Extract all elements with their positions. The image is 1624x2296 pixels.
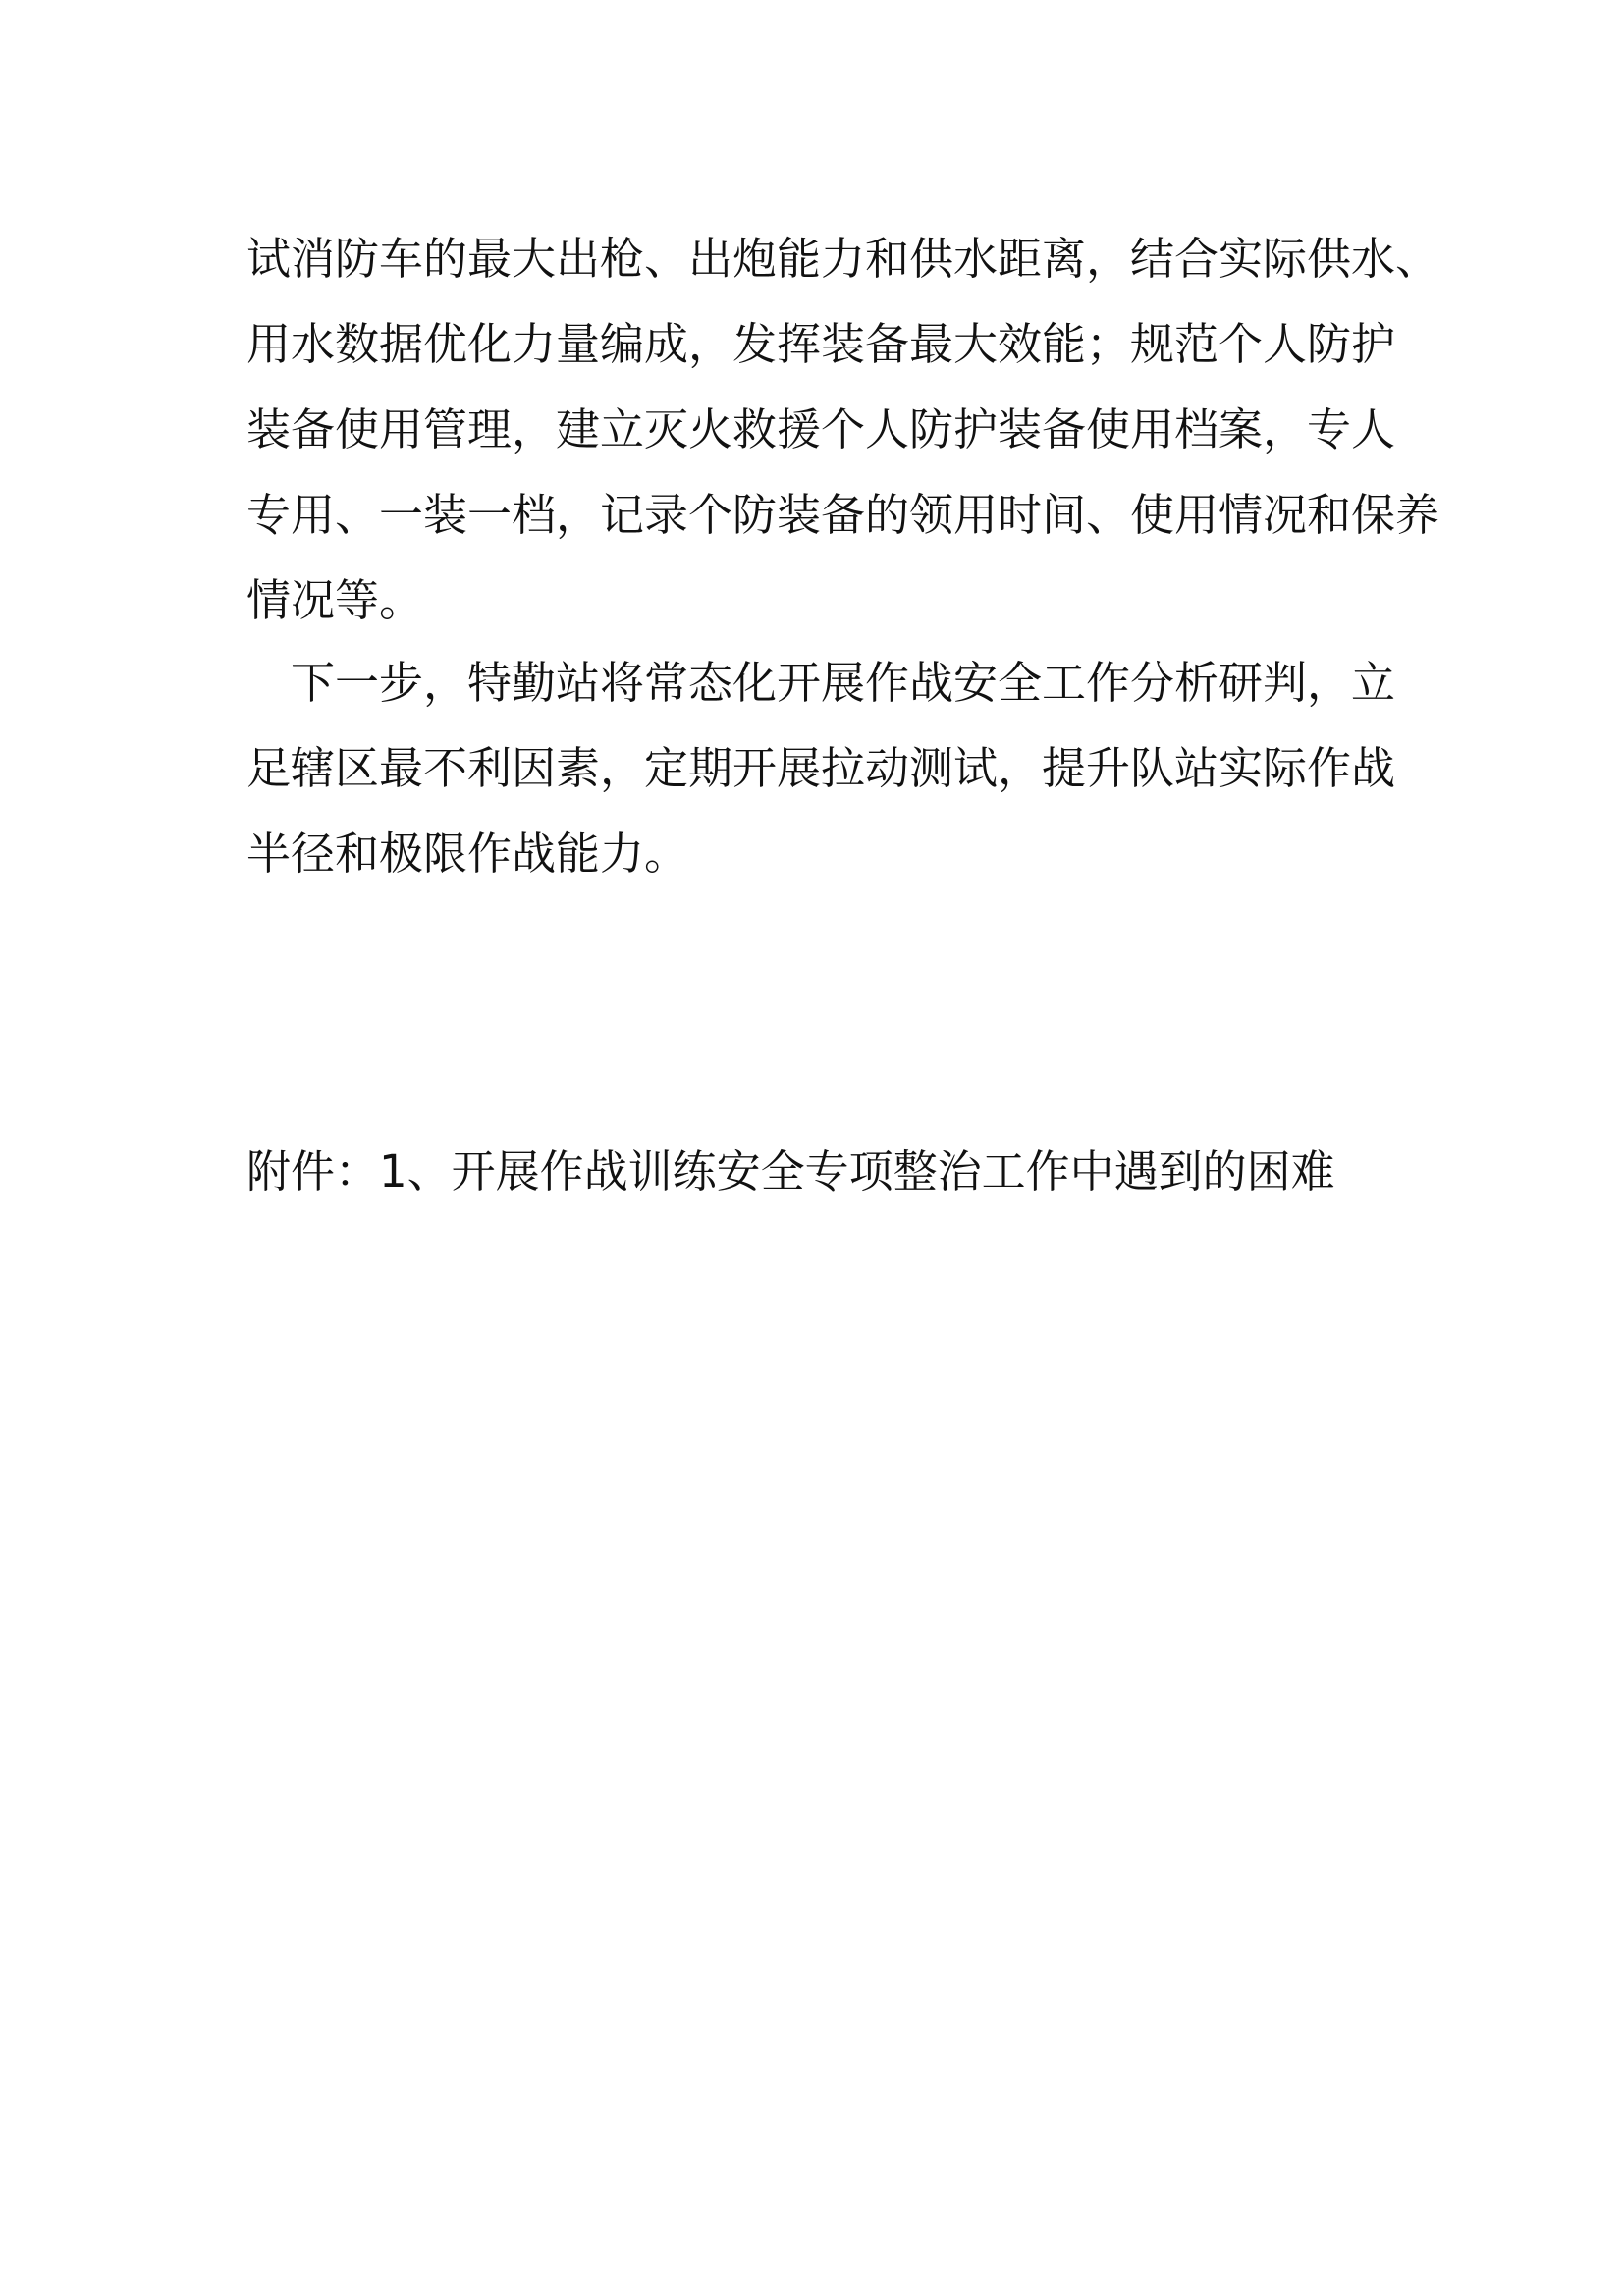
- paragraph-line: 半径和极限作战能力。: [246, 828, 689, 880]
- paragraph-1: [246, 216, 1440, 643]
- paragraph-line: 下一步，特勤站将常态化开展作战安全工作分析研判，立: [291, 657, 1396, 709]
- paragraph-line: 情况等。: [246, 574, 424, 626]
- paragraph-line: 装备使用管理，建立灭火救援个人防护装备使用档案，专人: [246, 403, 1396, 455]
- paragraph-line: 试消防车的最大出枪、出炮能力和供水距离，结合实际供水、: [246, 233, 1440, 285]
- paragraph-2: [246, 640, 1396, 896]
- paragraph-line: 专用、一装一档，记录个防装备的领用时间、使用情况和保养: [246, 489, 1440, 541]
- paragraph-line: 足辖区最不利因素，定期开展拉动测试，提升队站实际作战: [246, 742, 1396, 794]
- attachment-text: 附件：1、开展作战训练安全专项整治工作中遇到的困难: [246, 1146, 1335, 1198]
- attachment-line: [246, 1129, 1391, 1214]
- paragraph-line: 用水数据优化力量编成，发挥装备最大效能；规范个人防护: [246, 318, 1396, 370]
